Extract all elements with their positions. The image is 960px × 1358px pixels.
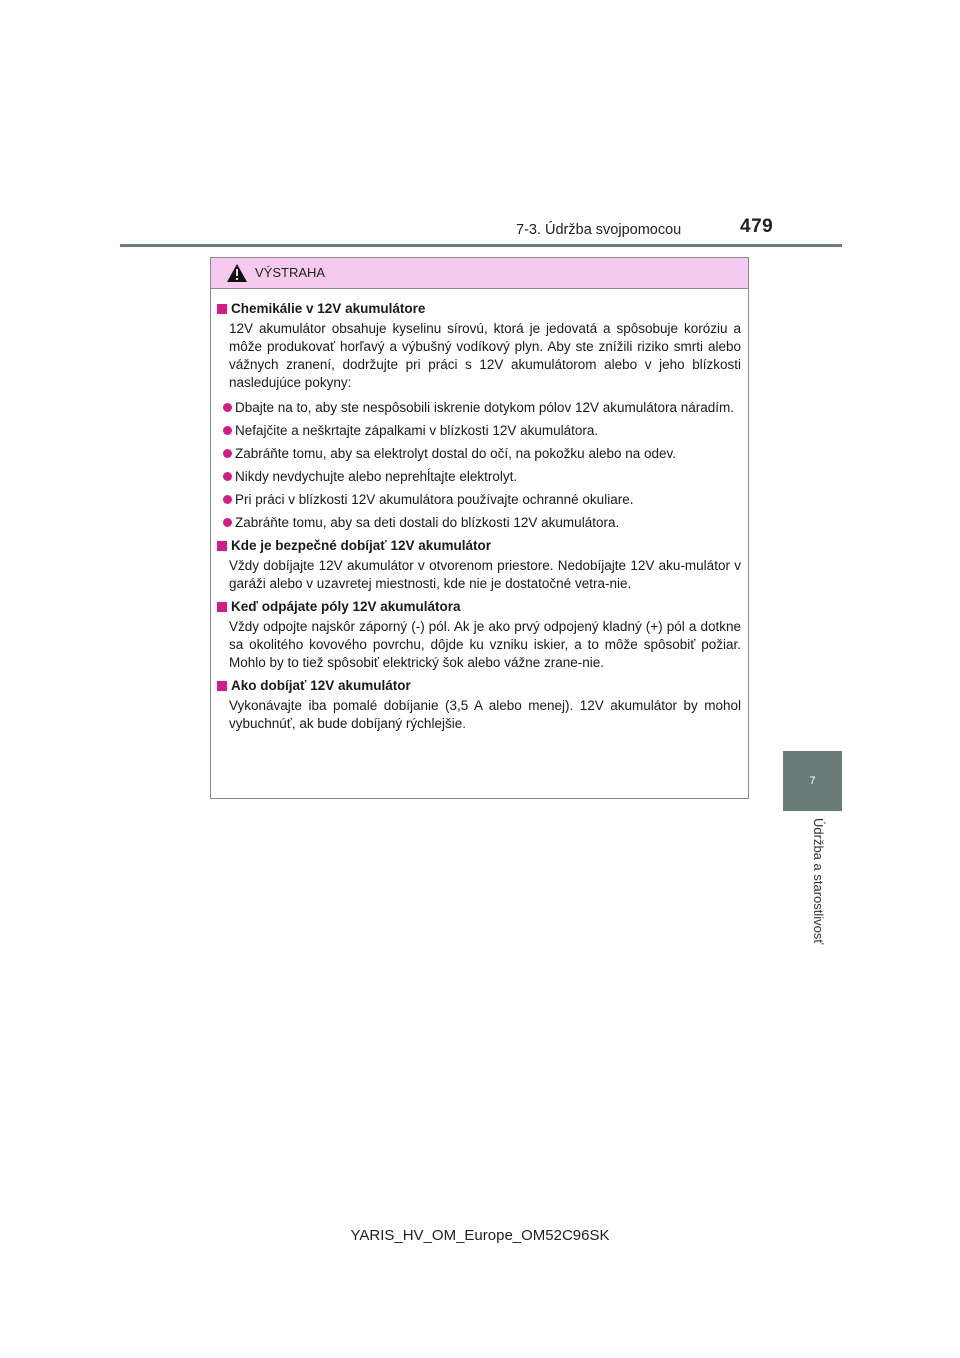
chapter-tab[interactable]: [783, 751, 842, 811]
warning-section: [217, 677, 741, 733]
header-divider: [120, 244, 842, 247]
round-bullet-icon: [223, 472, 232, 481]
warning-box: [210, 257, 749, 799]
list-item: Pri práci v blízkosti 12V akumulátora používajte ochranné okuliare.: [223, 491, 741, 509]
round-bullet-icon: [223, 518, 232, 527]
section-text: Vždy odpojte najskôr záporný (-) pól. Ak je ako prvý odpojený kladný (+) pól a dotkne sa okolitého kovového povrchu, dôjde ku vzniku iskier, a to môže spôsobiť požiar. Mohlo by to tiež spôsobiť elektrický šok alebo vážne zrane-nie.: [229, 619, 741, 670]
section-text: Vykonávajte iba pomalé dobíjanie (3,5 A alebo menej). 12V akumulátor by mohol vybuchnúť, ak bude dobíjaný rýchlejšie.: [229, 698, 741, 731]
round-bullet-icon: [223, 403, 232, 412]
list-item: Dbajte na to, aby ste nespôsobili iskrenie dotykom pólov 12V akumulátora náradím.: [223, 399, 741, 417]
list-item: Nikdy nevdychujte alebo neprehĺtajte elektrolyt.: [223, 468, 741, 486]
warning-body: [211, 289, 748, 733]
square-bullet-icon: [217, 602, 227, 612]
warning-section: [217, 598, 741, 672]
bullet-list: [223, 399, 741, 532]
chapter-label: Údržba a starostlivosť: [811, 818, 826, 945]
warning-header: [211, 258, 748, 289]
warning-section: [217, 537, 741, 593]
list-item: Zabráňte tomu, aby sa deti dostali do blízkosti 12V akumulátora.: [223, 514, 741, 532]
round-bullet-icon: [223, 426, 232, 435]
square-bullet-icon: [217, 541, 227, 551]
section-text: 12V akumulátor obsahuje kyselinu sírovú, ktorá je jedovatá a spôsobuje koróziu a môže produkovať horľavý a výbušný vodíkový plyn. Aby ste znížili riziko smrti alebo vážnych zranení, dodržujte pri práci s 12V akumulátorom alebo v jeho blízkosti nasledujúce pokyny:: [229, 321, 741, 390]
list-item: Zabráňte tomu, aby sa elektrolyt dostal do očí, na pokožku alebo na odev.: [223, 445, 741, 463]
section-heading: Kde je bezpečné dobíjať 12V akumulátor: [217, 537, 741, 555]
section-heading: Keď odpájate póly 12V akumulátora: [217, 598, 741, 616]
list-item: Nefajčite a neškrtajte zápalkami v blízkosti 12V akumulátora.: [223, 422, 741, 440]
section-title: 7-3. Údržba svojpomocou: [516, 222, 682, 238]
warning-section: [217, 300, 741, 532]
section-heading: Ako dobíjať 12V akumulátor: [217, 677, 741, 695]
section-heading: Chemikálie v 12V akumulátore: [217, 300, 741, 318]
chapter-number: 7: [809, 775, 816, 787]
warning-triangle-icon: [226, 263, 248, 283]
page-number: 479: [740, 216, 774, 237]
round-bullet-icon: [223, 449, 232, 458]
document-code: YARIS_HV_OM_Europe_OM52C96SK: [350, 1227, 610, 1244]
round-bullet-icon: [223, 495, 232, 504]
square-bullet-icon: [217, 304, 227, 314]
section-text: Vždy dobíjajte 12V akumulátor v otvorenom priestore. Nedobíjajte 12V aku-mulátor v garáži alebo v uzavretej miestnosti, kde nie je dostatočné vetra-nie.: [229, 558, 741, 591]
warning-heading: VÝSTRAHA: [255, 265, 326, 280]
square-bullet-icon: [217, 681, 227, 691]
